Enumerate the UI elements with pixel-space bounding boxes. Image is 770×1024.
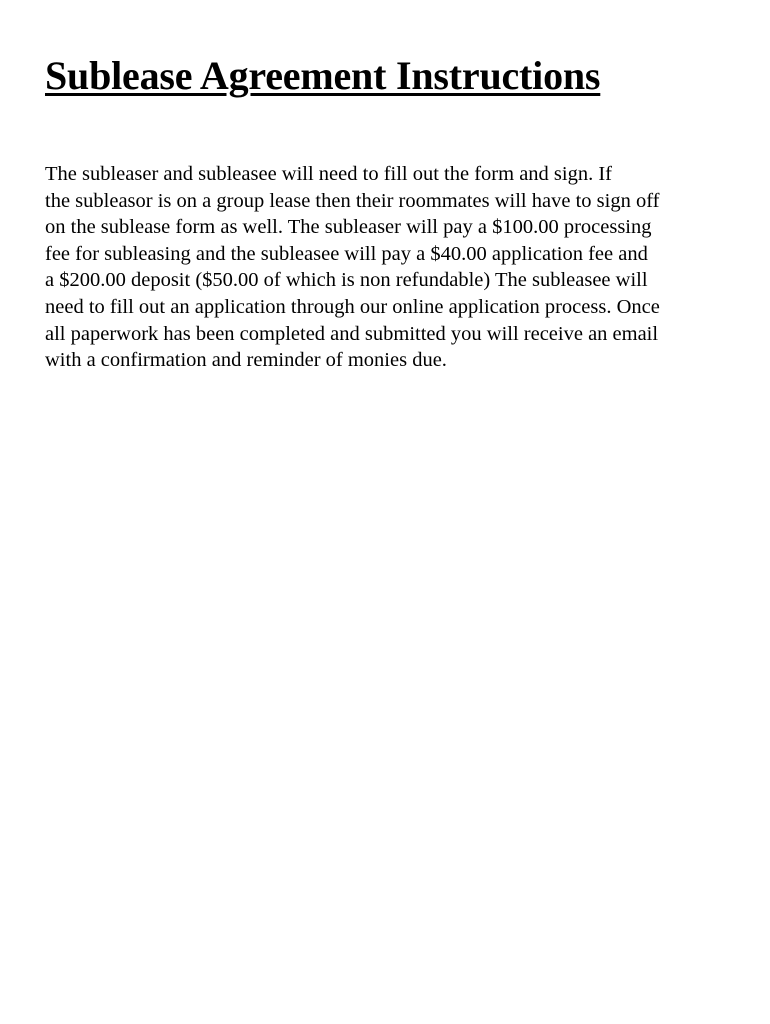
paragraph-line: fee for subleasing and the subleasee will pay a $40.00 application fee and [45,242,648,265]
paragraph-line: on the sublease form as well. The subleaser will pay a $100.00 processing [45,216,652,239]
document-title: Sublease Agreement Instructions [45,53,601,98]
paragraph-line: the subleasor is on a group lease then their roommates will have to sign off [45,189,660,212]
paragraph-line: with a confirmation and reminder of monies due. [45,349,447,372]
paragraph-line: need to fill out an application through our online application process. Once [45,295,660,318]
paragraph-line: The subleaser and subleasee will need to fill out the form and sign. If [45,163,613,185]
paragraph-line: a $200.00 deposit ($50.00 of which is non refundable) The subleasee will [45,269,648,292]
paragraph-line: all paperwork has been completed and submitted you will receive an email [45,322,659,345]
instructions-paragraph [45,161,745,374]
